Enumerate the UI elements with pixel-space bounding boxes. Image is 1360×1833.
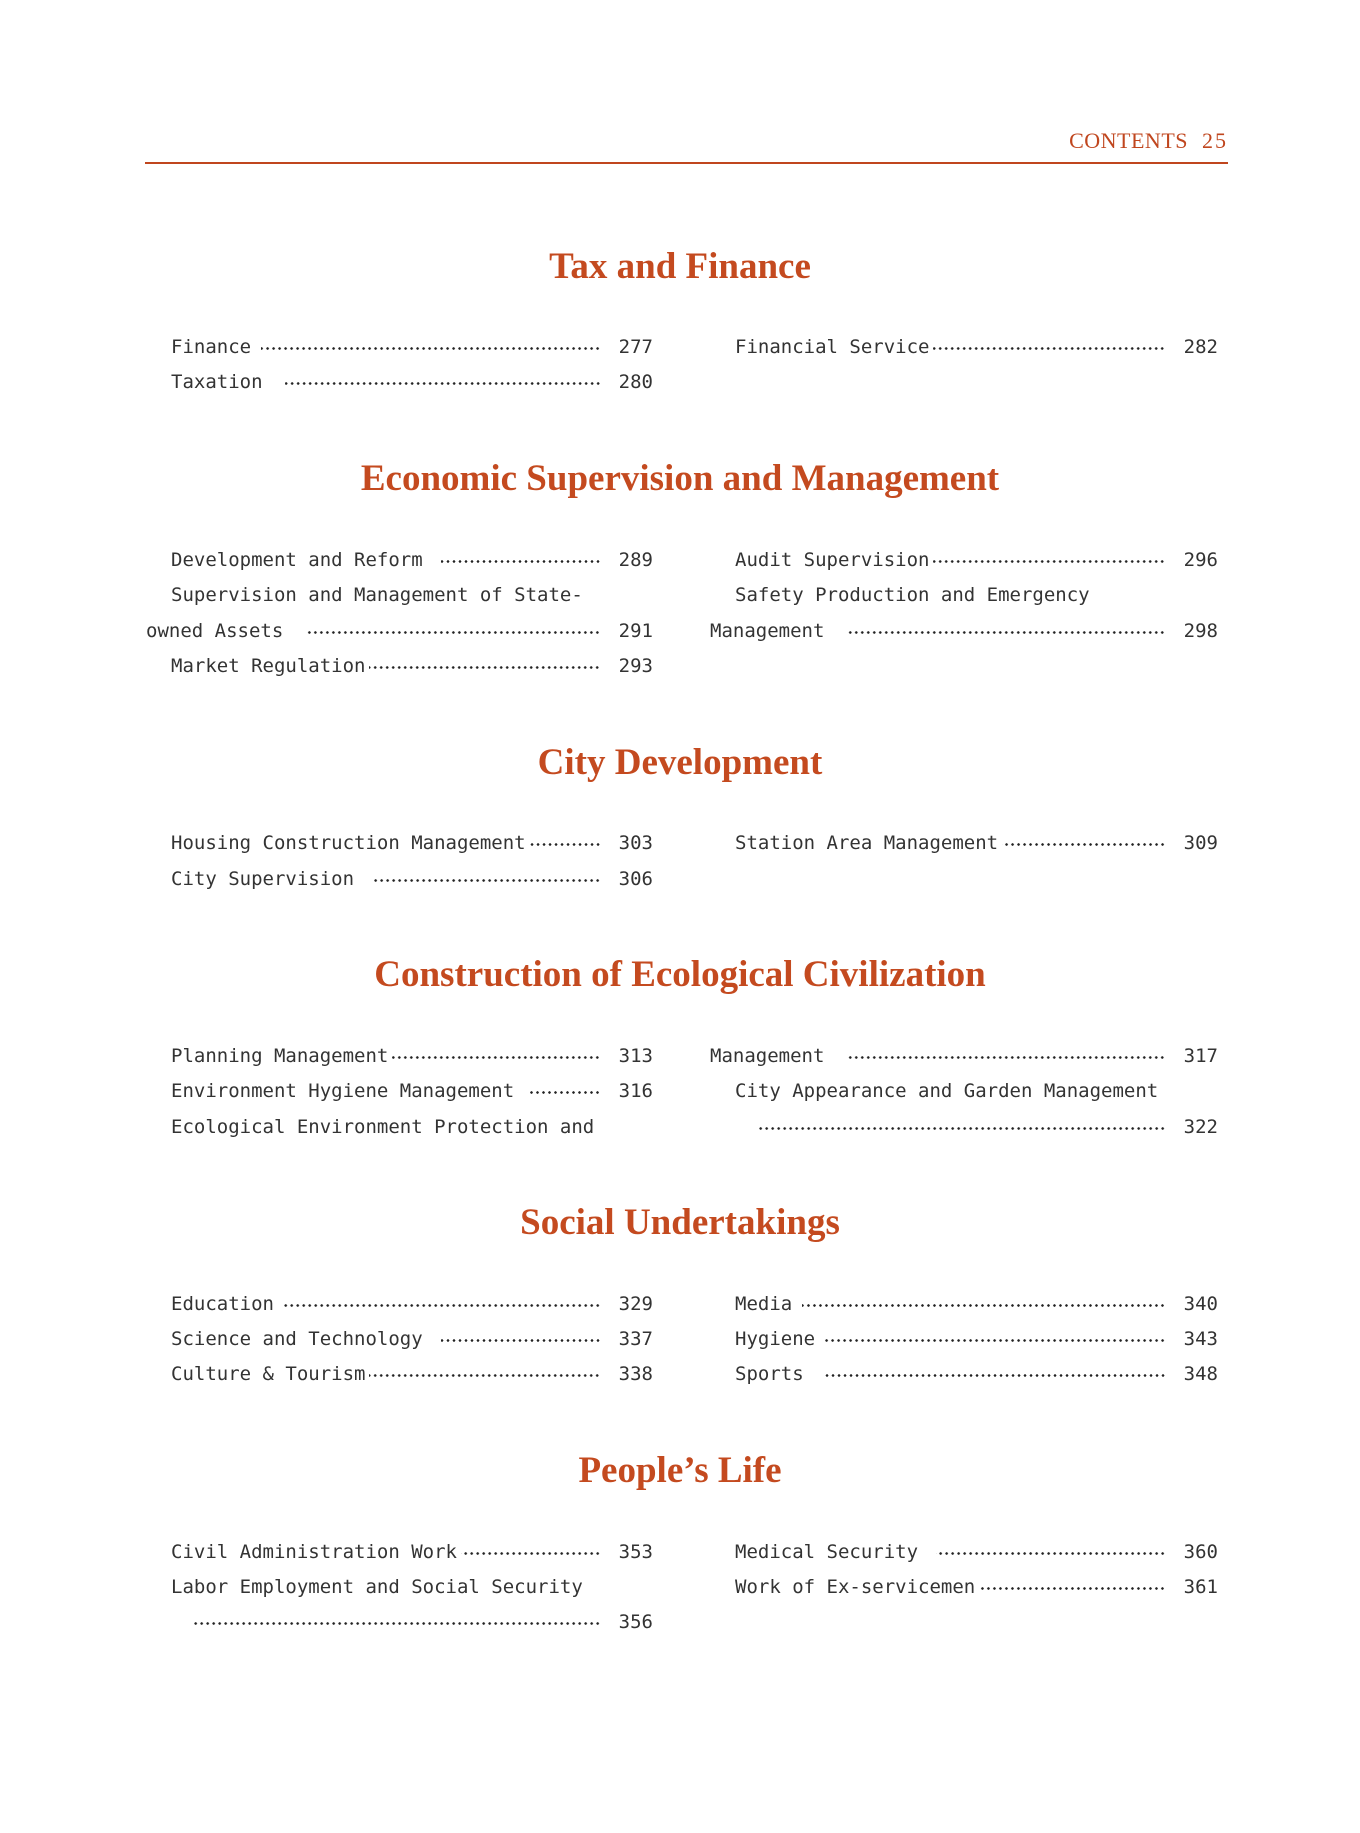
dot-leader	[193, 1607, 601, 1637]
entry-page: 329	[618, 1293, 653, 1315]
entry-page: 293	[618, 655, 653, 677]
dot-leader	[392, 1041, 600, 1071]
toc-entry[interactable]	[735, 1324, 1218, 1354]
dot-leader	[823, 1324, 1166, 1354]
entry-page: 356	[618, 1611, 653, 1633]
dot-leader	[802, 1289, 1165, 1319]
toc-entry[interactable]	[171, 1572, 653, 1602]
toc-entry[interactable]	[171, 367, 653, 397]
entry-label: Planning Management	[171, 1045, 389, 1067]
entry-page: 296	[1183, 549, 1218, 571]
dot-leader	[305, 616, 600, 646]
entry-label: Audit Supervision	[735, 549, 930, 571]
dot-leader	[1002, 828, 1166, 858]
entry-page: 277	[618, 336, 653, 358]
section-title: Construction of Ecological Civilization	[374, 954, 986, 995]
entry-label: Media	[735, 1293, 793, 1315]
toc-entry[interactable]	[735, 1076, 1218, 1106]
dot-leader	[461, 1537, 601, 1567]
entry-page: 291	[618, 620, 653, 642]
entry-label: Medical Security	[735, 1541, 919, 1563]
toc-entry[interactable]	[735, 1537, 1218, 1567]
dot-leader	[979, 1572, 1165, 1602]
entry-page: 298	[1183, 620, 1218, 642]
entry-label: Station Area Management	[735, 832, 999, 854]
dot-leader	[284, 1289, 601, 1319]
entry-label: City Supervision	[171, 868, 355, 890]
entry-label-continuation: Management	[710, 620, 825, 642]
entry-page: 309	[1183, 832, 1218, 854]
section-title: People’s Life	[578, 1450, 782, 1491]
toc-entry[interactable]	[171, 1537, 653, 1567]
entry-page: 289	[618, 549, 653, 571]
section-title: Social Undertakings	[520, 1202, 840, 1243]
entry-page: 360	[1183, 1541, 1218, 1563]
toc-entry[interactable]	[171, 651, 653, 681]
entry-page: 306	[618, 868, 653, 890]
toc-entry[interactable]	[735, 332, 1218, 362]
section-title: Economic Supervision and Management	[360, 458, 1000, 499]
dot-leader	[933, 332, 1165, 362]
dot-leader	[441, 1324, 601, 1354]
toc-entry[interactable]	[171, 1112, 653, 1142]
dot-leader	[933, 545, 1165, 575]
toc-entry[interactable]	[171, 828, 653, 858]
dot-leader	[530, 1076, 601, 1106]
entry-label: Finance	[171, 336, 252, 358]
dot-leader	[846, 616, 1165, 646]
entry-page: 343	[1183, 1328, 1218, 1350]
toc-entry[interactable]	[735, 1289, 1218, 1319]
toc-entry[interactable]	[171, 1041, 653, 1071]
dot-leader	[369, 1359, 600, 1389]
toc-entry-continuation[interactable]	[710, 616, 1218, 646]
toc-entry[interactable]	[735, 580, 1218, 610]
toc-entry-continuation[interactable]	[193, 1607, 653, 1637]
entry-label: Environment Hygiene Management	[171, 1080, 515, 1102]
entry-label: Ecological Environment Protection and	[171, 1116, 595, 1138]
toc-entry[interactable]	[735, 1359, 1218, 1389]
entry-label: Labor Employment and Social Security	[171, 1576, 583, 1598]
entry-label-continuation: Management	[710, 1045, 825, 1067]
running-head-page-number: 25	[1202, 128, 1228, 153]
entry-label: Housing Construction Management	[171, 832, 526, 854]
entry-label: Education	[171, 1293, 274, 1315]
entry-label: Market Regulation	[171, 655, 366, 677]
entry-label: Hygiene	[735, 1328, 816, 1350]
dot-leader	[441, 545, 601, 575]
section-title: Tax and Finance	[549, 246, 811, 287]
entry-label-continuation: owned Assets	[146, 620, 284, 642]
entry-page: 316	[618, 1080, 653, 1102]
running-head	[1069, 128, 1228, 154]
toc-entry[interactable]	[171, 580, 653, 610]
dot-leader	[757, 1112, 1166, 1142]
entry-page: 282	[1183, 336, 1218, 358]
entry-label: Civil Administration Work	[171, 1541, 457, 1563]
entry-label: Sports	[735, 1363, 804, 1385]
entry-page: 353	[618, 1541, 653, 1563]
entry-page: 317	[1183, 1045, 1218, 1067]
entry-page: 337	[618, 1328, 653, 1350]
toc-entry[interactable]	[171, 1289, 653, 1319]
entry-label: Supervision and Management of State-	[171, 584, 583, 606]
entry-page: 303	[618, 832, 653, 854]
entry-page: 313	[618, 1045, 653, 1067]
toc-entry[interactable]	[171, 1359, 653, 1389]
entry-label: Development and Reform	[171, 549, 423, 571]
entry-label: City Appearance and Garden Management	[735, 1080, 1159, 1102]
toc-entry[interactable]	[171, 864, 653, 894]
dot-leader	[936, 1537, 1166, 1567]
toc-entry[interactable]	[171, 332, 653, 362]
dot-leader	[846, 1041, 1165, 1071]
entry-page: 340	[1183, 1293, 1218, 1315]
entry-page: 338	[618, 1363, 653, 1385]
toc-entry[interactable]	[171, 1324, 653, 1354]
entry-label: Taxation	[171, 371, 263, 393]
entry-label: Financial Service	[735, 336, 930, 358]
running-head-label: CONTENTS	[1069, 128, 1188, 153]
header-rule	[145, 162, 1228, 164]
dot-leader	[369, 651, 600, 681]
toc-entry-continuation[interactable]	[710, 1041, 1218, 1071]
entry-label: Work of Ex-servicemen	[735, 1576, 976, 1598]
toc-entry-continuation[interactable]	[146, 616, 653, 646]
toc-entry[interactable]	[735, 1572, 1218, 1602]
toc-entry[interactable]	[171, 545, 653, 575]
entry-page: 280	[618, 371, 653, 393]
toc-entry[interactable]	[735, 545, 1218, 575]
entry-page: 348	[1183, 1363, 1218, 1385]
entry-page: 322	[1183, 1116, 1218, 1138]
dot-leader	[261, 332, 601, 362]
entry-page: 361	[1183, 1576, 1218, 1598]
entry-label: Safety Production and Emergency	[735, 584, 1090, 606]
entry-label: Science and Technology	[171, 1328, 423, 1350]
toc-entry[interactable]	[735, 828, 1218, 858]
entry-label: Culture & Tourism	[171, 1363, 366, 1385]
toc-entry[interactable]	[171, 1076, 653, 1106]
dot-leader	[824, 1359, 1166, 1389]
dot-leader	[530, 828, 601, 858]
section-title: City Development	[537, 742, 823, 783]
dot-leader	[372, 864, 601, 894]
toc-entry-continuation[interactable]	[757, 1112, 1218, 1142]
dot-leader	[285, 367, 601, 397]
